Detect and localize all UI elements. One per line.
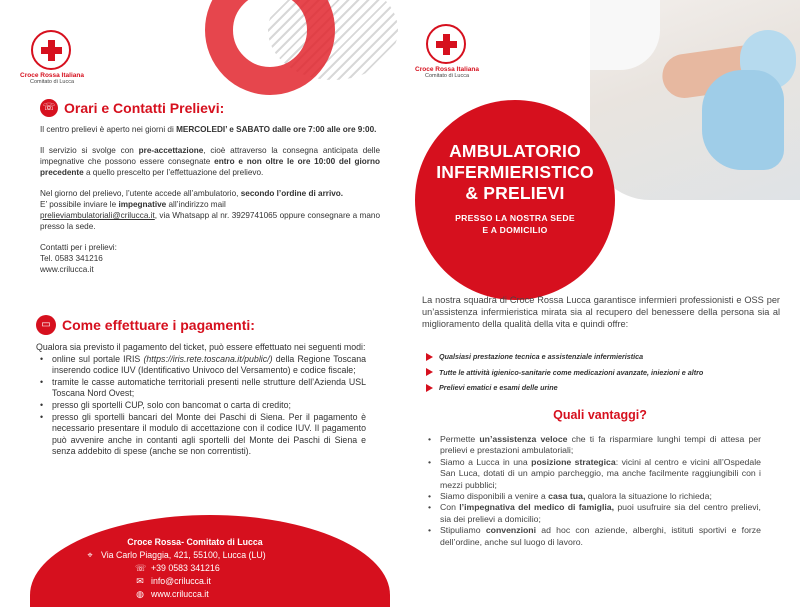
list-item: • Stipuliamo convenzioni ad hoc con aziende, alberghi, istituti sportivi e forze dell’ordine, anche sul luogo di lavoro. [426, 525, 761, 548]
paragraph: Nel giorno del prelievo, l’utente accede all’ambulatorio, secondo l’ordine di arrivo. [40, 189, 344, 198]
globe-icon: ◍ [136, 589, 144, 599]
pay-list [36, 354, 366, 458]
hero-photo [590, 0, 800, 200]
list-item: • Permette un’assistenza veloce che ti fa risparmiare lunghi tempi di attesa per prelievi e prestazioni ambulatoriali; [426, 434, 761, 457]
right-panel [400, 0, 800, 607]
brand-name: Croce Rossa Italiana [415, 66, 479, 73]
phone-icon: ☏ [135, 563, 147, 573]
arrow-right-icon [426, 384, 433, 392]
phone-icon: ☏ [40, 99, 58, 117]
arrow-right-icon [426, 368, 433, 376]
orari-text [40, 124, 380, 275]
list-item: • tramite le casse automatiche territoriali presenti nelle strutture dell’Azienda USL Toscana Nord Ovest; [36, 377, 366, 400]
list-item: Tutte le attività igienico-sanitarie come medicazioni avanzate, iniezioni e altro [426, 368, 786, 377]
footer-phone[interactable]: ☏ +39 0583 341216 [135, 563, 220, 573]
pay-title: Come effettuare i pagamenti: [62, 317, 255, 333]
list-item: • online sul portale IRIS (https://iris.rete.toscana.it/public/) della Regione Toscana inserendo codice IUV (Identificativo Univoco del Versamento) e codice fiscale; [36, 354, 366, 377]
location-pin-icon: ⌖ [87, 550, 93, 560]
hero-title: AMBULATORIO INFERMIERISTICO & PRELIEVI PRESSO LA NOSTRA SEDE E A DOMICILIO [436, 141, 594, 235]
intro-text: La nostra squadra di Croce Rossa Lucca garantisce infermieri professionisti e OSS per un’assistenza infermieristica mirata sia al recupero del benessere della persona sia al miglioramento della qualità della vita e quindi offre: [422, 295, 780, 329]
footer-email[interactable]: ✉ info@crilucca.it [136, 576, 211, 586]
list-item: • Siamo a Lucca in una posizione strategica: vicini al centro e vicini all’Ospedale San Luca, dotati di un ampio parcheggio, ma anche facilmente raggiungibili con i mezzi pubblici; [426, 457, 761, 491]
credit-card-icon: ▭ [36, 315, 56, 335]
red-cross-icon [426, 24, 466, 64]
contact-label: Contatti per i prelievi: [40, 243, 117, 252]
paragraph: E’ possibile inviare le impegnative all’indirizzo mail prelieviambulatoriali@crilucca.it, via Whatsapp al nr. 3929741065 oppure consegnare a mano presso la sede. [40, 200, 380, 231]
list-item: • Siamo disponibili a venire a casa tua, qualora la situazione lo richieda; [426, 491, 761, 502]
footer-name: Croce Rossa- Comitato di Lucca [127, 537, 263, 547]
contact-web[interactable]: www.crilucca.it [40, 265, 94, 274]
services-list [426, 352, 786, 399]
list-item: Prelievi ematici e esami delle urine [426, 383, 786, 392]
pay-section [36, 342, 366, 458]
brand-sub: Comitato di Lucca [424, 73, 470, 79]
logo [20, 30, 84, 86]
logo [415, 24, 479, 80]
brand-sub: Comitato di Lucca [29, 79, 75, 85]
list-item: • Con l’impegnativa del medico di famiglia, puoi usufruire sia del centro prelievi, sia dei prelievi a domicilio; [426, 502, 761, 525]
list-item: • presso gli sportelli CUP, solo con bancomat o carta di credito; [36, 400, 366, 412]
contact-tel: Tel. 0583 341216 [40, 254, 103, 263]
orari-title: Orari e Contatti Prelievi: [64, 100, 225, 116]
footer-contacts [87, 536, 315, 601]
advantages-list [426, 434, 761, 548]
orari-heading [40, 99, 224, 117]
email-link[interactable]: prelieviambulatoriali@crilucca.it [40, 211, 155, 220]
paragraph: Il centro prelievi è aperto nei giorni di MERCOLEDI’ e SABATO dalle ore 7:00 alle ore 9:00. [40, 125, 377, 134]
decorative-ring [205, 0, 335, 95]
arrow-right-icon [426, 353, 433, 361]
mail-icon: ✉ [136, 576, 144, 586]
list-item: Qualsiasi prestazione tecnica e assistenziale infermieristica [426, 352, 786, 361]
red-cross-icon [31, 30, 71, 70]
brand-name: Croce Rossa Italiana [20, 72, 84, 79]
pay-heading [36, 315, 255, 335]
list-item: • presso gli sportelli bancari del Monte dei Paschi di Siena. Per il pagamento è necessario presentare il modulo di accettazione con il codice IUV. Il pagamento può avvenire anche in contanti agli sportelli del Monte dei Paschi di Siena e senza addebito di spese (anche se non correntisti). [36, 412, 366, 458]
advantages-title: Quali vantaggi? [553, 408, 647, 422]
footer-web[interactable]: ◍ www.crilucca.it [136, 589, 209, 599]
paragraph: Il servizio si svolge con pre-accettazione, cioè attraverso la consegna anticipata delle impegnative che possono essere consegnate entro e non oltre le ore 10:00 del giorno precedente a quello prescelto per l’effettuazione del prelievo. [40, 146, 380, 177]
pay-intro: Qualora sia previsto il pagamento del ticket, può essere effettuato nei seguenti modi: [36, 342, 366, 352]
footer-address: ⌖ Via Carlo Piaggia, 421, 55100, Lucca (LU) [85, 549, 315, 562]
